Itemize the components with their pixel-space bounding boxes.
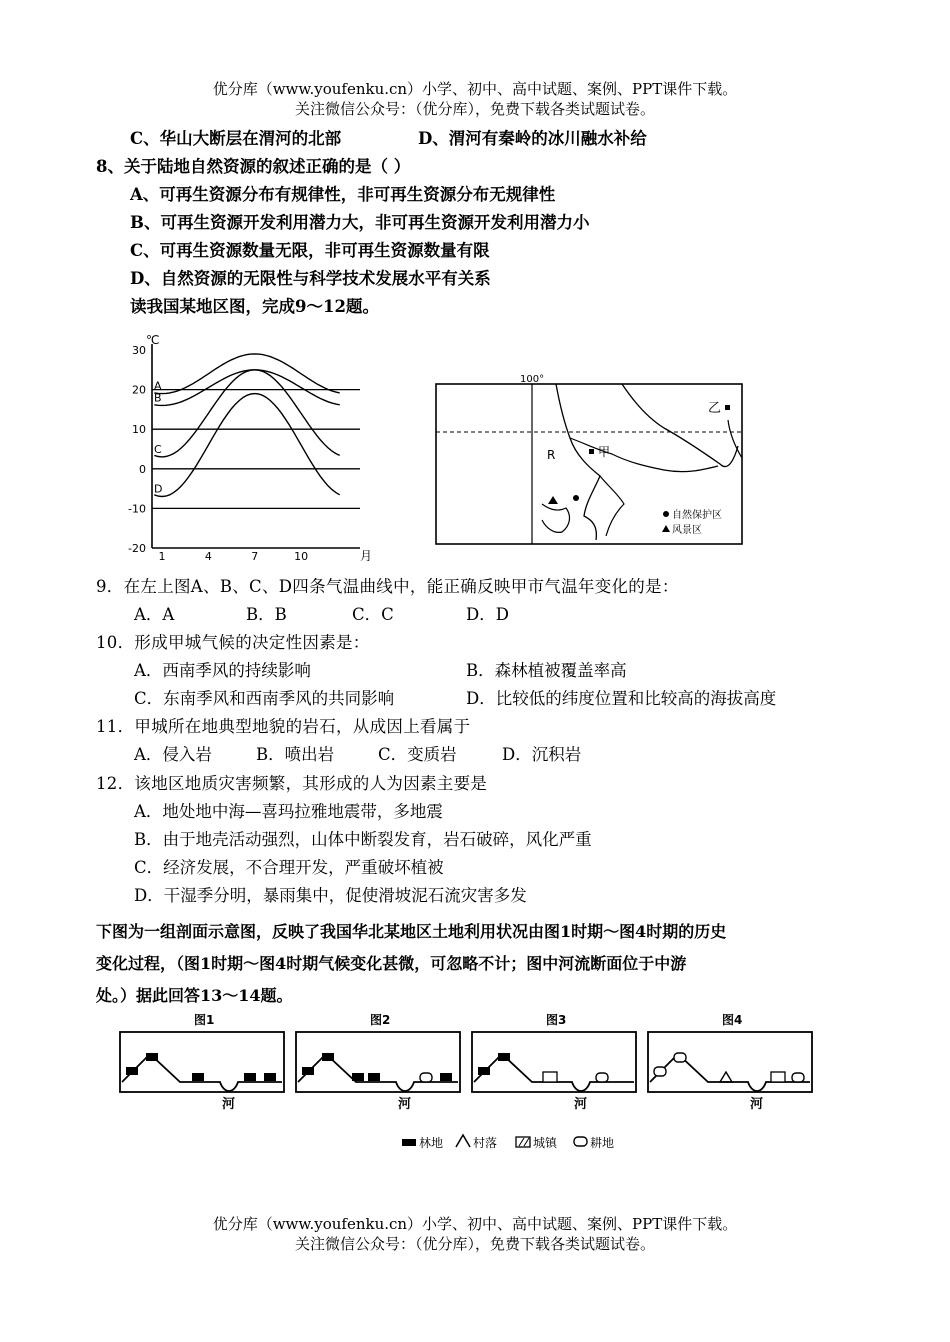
q10-stem: 10．形成甲城气候的决定性因素是： (96, 633, 370, 652)
intro-9-12: 读我国某地区图，完成9～12题。 (130, 297, 379, 316)
climate-and-map-figure (124, 326, 748, 598)
legend-scenic-label: 风景区 (672, 525, 702, 536)
intro-13-14-line-2: 变化过程，（图1时期～图4时期气候变化甚微，可忽略不计；图中河流断面位于中游 (96, 954, 687, 973)
profile-title: 图4 (722, 1013, 743, 1027)
series-label-b: B (154, 391, 162, 405)
series-label-c: C (154, 442, 162, 456)
legend-forest-icon (402, 1139, 416, 1146)
q12-option-b: B．由于地壳活动强烈，山体中断裂发育，岩石破碎，风化严重 (134, 830, 592, 849)
q10-option-c: C．东南季风和西南季风的共同影响 (134, 689, 395, 708)
intro-13-14-line-3: 处。）据此回答13～14题。 (96, 986, 293, 1005)
y-tick-label: 20 (132, 383, 146, 397)
footer-line-1: 优分库（www.youfenku.cn）小学、初中、高中试题、案例、PPT课件下载。 (212, 1215, 738, 1233)
y-tick-label: 0 (139, 462, 146, 476)
legend-reserve-label: 自然保护区 (672, 510, 722, 521)
q11-option-a: A．侵入岩 (134, 745, 212, 764)
profile-frame (296, 1032, 460, 1092)
forest-icon (322, 1053, 334, 1061)
forest-icon (352, 1073, 364, 1081)
q9-option-b: B．B (246, 605, 287, 624)
legend-farm-label: 耕地 (590, 1136, 615, 1150)
q11-option-b: B．喷出岩 (256, 745, 335, 764)
q9-option-a: A．A (134, 605, 175, 624)
label-yi: 乙 (708, 401, 722, 416)
farmland-icon (654, 1067, 666, 1076)
intro-13-14-line-1: 下图为一组剖面示意图，反映了我国华北某地区土地利用状况由图1时期～图4时期的历史 (96, 922, 727, 941)
q11-stem: 11．甲城所在地典型地貌的岩石，从成因上看属于 (96, 717, 471, 736)
y-tick-label: -20 (128, 542, 146, 555)
river-label: 河 (222, 1097, 236, 1112)
land-use-profiles-figure (116, 1010, 826, 1158)
longitude-label: 100° (520, 374, 545, 385)
profile-frame (472, 1032, 636, 1092)
q10-option-b: B．森林植被覆盖率高 (466, 661, 627, 680)
reserve-point-icon (573, 495, 579, 501)
legend-village-icon (456, 1135, 470, 1147)
q8-option-b: B、可再生资源开发利用潜力大，非可再生资源开发利用潜力小 (130, 213, 590, 232)
profile-title: 图3 (546, 1013, 567, 1027)
legend-farm-icon (574, 1137, 587, 1146)
yi-point-icon (725, 405, 730, 410)
farmland-icon (420, 1073, 432, 1082)
jia-point-icon (589, 449, 594, 454)
forest-icon (440, 1073, 452, 1081)
x-tick-label: 4 (204, 550, 212, 563)
q8-option-a: A、可再生资源分布有规律性，非可再生资源分布无规律性 (130, 185, 556, 204)
y-tick-label: 10 (132, 423, 146, 437)
x-tick-label: 7 (251, 550, 259, 563)
village-icon (720, 1072, 732, 1082)
profile-panel-1 (120, 1013, 284, 1112)
farmland-icon (596, 1073, 608, 1082)
profile-panel-4 (648, 1013, 812, 1112)
forest-icon (498, 1053, 510, 1061)
q12-option-d: D．干湿季分明，暴雨集中，促使滑坡泥石流灾害多发 (134, 886, 527, 905)
header-line-2: 关注微信公众号：（优分库），免费下载各类试题试卷。 (294, 100, 655, 118)
forest-icon (192, 1073, 204, 1081)
q11-option-c: C．变质岩 (378, 745, 457, 764)
q7-option-c: C、华山大断层在渭河的北部 (130, 129, 342, 148)
q12-option-c: C．经济发展，不合理开发，严重破坏植被 (134, 858, 444, 877)
label-jia: 甲 (598, 445, 611, 459)
forest-icon (302, 1067, 314, 1075)
y-unit-label: ℃ (146, 333, 160, 347)
river-label: 河 (574, 1097, 588, 1112)
q12-option-a: A．地处地中海—喜玛拉雅地震带，多地震 (134, 802, 443, 821)
profile-title: 图2 (370, 1013, 391, 1027)
q8-option-c: C、可再生资源数量无限，非可再生资源数量有限 (130, 241, 490, 260)
profile-frame (120, 1032, 284, 1092)
profile-title: 图1 (194, 1013, 215, 1027)
legend-reserve-icon (663, 511, 669, 517)
farmland-icon (792, 1073, 804, 1082)
forest-icon (264, 1073, 276, 1081)
q11-option-d: D．沉积岩 (502, 745, 582, 764)
town-icon (543, 1072, 557, 1082)
q8-stem: 8、关于陆地自然资源的叙述正确的是（ ） (96, 157, 411, 176)
legend-town-label: 城镇 (533, 1136, 558, 1150)
legend-forest-label: 林地 (419, 1136, 444, 1150)
q10-option-d: D．比较低的纬度位置和比较高的海拔高度 (466, 689, 777, 708)
q9-stem: 9．在左上图A、B、C、D四条气温曲线中，能正确反映甲市气温年变化的是： (96, 577, 679, 596)
x-tick-label: 1 (158, 550, 166, 563)
forest-icon (368, 1073, 380, 1081)
profile-panel-2 (296, 1013, 460, 1112)
river-label: 河 (750, 1097, 764, 1112)
series-label-d: D (154, 482, 163, 496)
q12-stem: 12．该地区地质灾害频繁，其形成的人为因素主要是 (96, 774, 488, 793)
profile-frame (648, 1032, 812, 1092)
x-tick-label: 10 (294, 550, 309, 563)
profile-legend (402, 1135, 614, 1150)
forest-icon (244, 1073, 256, 1081)
forest-icon (146, 1053, 158, 1061)
forest-icon (126, 1067, 138, 1075)
q7-option-d: D、渭河有秦岭的冰川融水补给 (418, 129, 647, 148)
header-line-1: 优分库（www.youfenku.cn）小学、初中、高中试题、案例、PPT课件下载。 (212, 80, 738, 98)
legend-village-label: 村落 (473, 1136, 498, 1150)
q9-option-d: D．D (466, 605, 509, 624)
footer-line-2: 关注微信公众号：（优分库），免费下载各类试题试卷。 (294, 1235, 655, 1253)
q9-option-c: C．C (352, 605, 394, 624)
legend-town-icon (516, 1137, 530, 1147)
town-icon (771, 1072, 785, 1082)
label-r: R (547, 448, 556, 462)
x-unit-label: 月 (360, 549, 373, 563)
forest-icon (478, 1067, 490, 1075)
series-label-a: A (154, 379, 162, 393)
y-tick-label: 30 (132, 344, 146, 357)
farmland-icon (674, 1053, 686, 1062)
y-tick-label: -10 (128, 502, 146, 516)
profile-panel-3 (472, 1013, 636, 1112)
q8-option-d: D、自然资源的无限性与科学技术发展水平有关系 (130, 269, 491, 288)
q10-option-a: A．西南季风的持续影响 (134, 661, 311, 680)
river-label: 河 (398, 1097, 412, 1112)
